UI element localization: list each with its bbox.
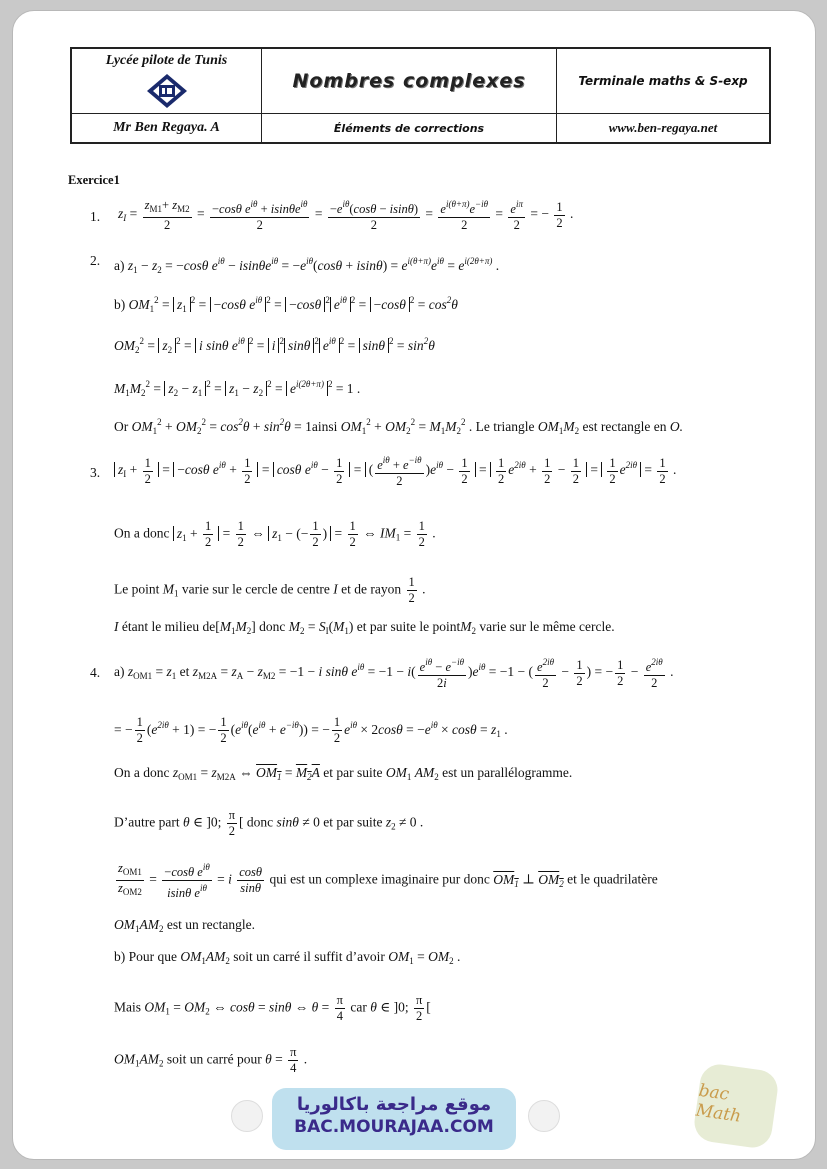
item-number-1: 1. bbox=[90, 209, 101, 224]
equation-2b-4: Or $OM_1^2 + OM_2^2 = \cos^2\theta + \sin^2\theta$ = 1ainsi $OM_1^2 + OM_2^2 = M_1M_2^2$ . Le triangle $OM_1M_2$ est rectangle en O. bbox=[114, 417, 683, 436]
bac-math-text: bac Math bbox=[694, 1080, 743, 1127]
equation-4b-3: $OM_1AM_2$ soit un carré pour θ = $\frac{\pi}{4}$ . bbox=[114, 1045, 308, 1075]
equation-2b-1: b) $OM_1^2 = z_1^2 = -\cos\theta$ $e^{i\theta}$ $^2$ = −cosθ $^2$ $e^{i\theta}$ $^2$ = −cosθ $^2 = \cos^2\theta$ bbox=[114, 295, 458, 314]
label-donc: donc bbox=[259, 619, 286, 634]
equation-2a: a) $z_1 - z_2 = -\cos\theta$ $e^{i\theta} - isin\theta e^{i\theta} = -e^{i\theta}(\cos\theta + isin\theta) = e^{i(\theta+\pi)}e^{i\theta} = e^{i(2\theta+\pi)}$ . bbox=[114, 256, 500, 275]
school-logo-icon bbox=[146, 73, 188, 109]
equation-1: $z_I$ = $\frac{z_{M1}+ z_{M2}}{2}$ = $\frac{-\cos\theta e^{i\theta} + isin\theta e^{i\theta}}{2}$ = $\frac{-e^{i\theta}(\cos\theta - isin\theta)}{2}$ = $\frac{e^{i(\theta+\pi)}e^{-i\theta}}{2}$ = $\frac{e^{i\pi}}{2}$ = − $\frac{1}{2}$ . bbox=[118, 197, 574, 232]
label-point-m1: Le point bbox=[114, 581, 160, 597]
level-label: Terminale maths & S-exp bbox=[557, 49, 769, 114]
school-cell bbox=[72, 49, 262, 114]
bac-math-badge bbox=[692, 1062, 780, 1150]
footer-url[interactable]: BAC.MOURAJAA.COM bbox=[294, 1117, 494, 1137]
label-parsuite2: et par suite bbox=[323, 814, 383, 830]
label-parallelo2: est un parallélogramme. bbox=[442, 765, 573, 780]
equation-4a-4: D’autre part θ ∈ ]0; $\frac{\pi}{2}$ [ donc sinθ ≠ 0 et par suite $z_2 \ne 0$ . bbox=[114, 808, 424, 838]
item-number-4: 4. bbox=[90, 665, 101, 680]
label-4a: a) bbox=[114, 664, 125, 680]
equation-4a-3: On a donc $z_{OM1} = z_{M2A}$ ⇔ $OM_1 = M_2A$ et par suite $OM_1$ $AM_2$ est un parallélogramme. bbox=[114, 765, 573, 782]
equation-2b-2: $OM_2^2 = z_2^2 = i$ sinθ $e^{i\theta}$ $^2$ = i $^2$ sinθ $^2$ $e^{i\theta}$ $^2$ = sinθ $^2 = \sin^2\theta$ bbox=[114, 336, 435, 355]
label-et-rayon: et de rayon bbox=[341, 581, 402, 597]
footer-banner[interactable] bbox=[272, 1088, 516, 1150]
label-ona2: On a donc bbox=[114, 765, 170, 780]
label-O: O. bbox=[669, 419, 683, 434]
label-parsuite: et par suite le point bbox=[356, 619, 461, 634]
label-quadri: et le quadrilatère bbox=[567, 871, 658, 887]
header-table bbox=[70, 47, 771, 144]
equation-4a-5: $\frac{z_{OM1}}{z_{OM2}}$ = $\frac{-\cos\theta e^{i\theta}}{isin\theta e^{i\theta}}$ = i $\frac{\cos\theta}{\sin\theta}$ qui est un complexe imaginaire pur donc $OM_1$ ⊥ $OM_2$ et le quadrilatère bbox=[118, 861, 658, 900]
exercise-title: Exercice1 bbox=[68, 173, 120, 187]
topic-title: Nombres complexes bbox=[262, 49, 557, 114]
equation-3d: I étant le milieu $de[M_1M_2]$ donc $M_2 = S_I(M_1)$ et par suite le pointM$_2$ varie sur le même cercle. bbox=[114, 619, 615, 636]
label-ainsi: ainsi bbox=[311, 419, 338, 434]
label-car: car bbox=[350, 999, 367, 1015]
label-rect: est un rectangle. bbox=[166, 917, 255, 932]
footer-right-logo-icon bbox=[528, 1100, 560, 1132]
label-meme: varie sur le même cercle. bbox=[479, 619, 615, 634]
label-parallelo: et par suite bbox=[323, 765, 383, 780]
equation-4a: a) $z_{OM1} = z_1$ et $z_{M2A} = z_A - z_{M2} = -1 - i$ sinθ $e^{i\theta} = -1 - i$( $\frac{e^{i\theta} - e^{-i\theta}}{2i}$ )$e^{i\theta} = -1$ − ( $\frac{e^{2i\theta}}{2}$ − $\frac{1}{2}$ ) = − $\frac{1}{2}$ − $\frac{e^{2i\theta}}{2}$ . bbox=[114, 657, 674, 690]
label-ona: On a donc bbox=[114, 525, 170, 541]
equation-2b-3: $M_1M_2^2 = z_2 - z_1^2 = z_1 - z_2^2 = e^{i(2\theta+\pi)}$ $^2$ = 1 . bbox=[114, 379, 361, 398]
equation-3b: On a donc $z_1$ + $\frac{1}{2}$ = $\frac{1}{2}$ ⇔ $z_1$ − (− $\frac{1}{2}$ ) = $\frac{1}{2}$ ⇔ $IM_1$ = $\frac{1}{2}$ . bbox=[114, 519, 436, 549]
website-link[interactable]: www.ben-regaya.net bbox=[608, 120, 718, 135]
label-4b: b) Pour que bbox=[114, 949, 177, 964]
label-et: et bbox=[179, 664, 190, 680]
label-dautre: D’autre part bbox=[114, 814, 180, 830]
label-or: Or bbox=[114, 419, 129, 434]
label-triangle: . Le triangle bbox=[468, 419, 535, 434]
label-etant: étant le milieu de bbox=[121, 619, 216, 634]
school-name: Lycée pilote de Tunis bbox=[105, 53, 228, 68]
label-imag: qui est un complexe imaginaire pur donc bbox=[269, 871, 490, 887]
equation-4b-1: b) Pour que $OM_1AM_2$ soit un carré il suffit d’avoir $OM_1 = OM_2$ . bbox=[114, 949, 461, 966]
label-mais: Mais bbox=[114, 999, 141, 1015]
equation-3: $z_I$ + $\frac{1}{2}$ = −cosθ $e^{i\theta}$ + $\frac{1}{2}$ = cosθ $e^{i\theta}$ − $\frac{1}{2}$ = ( $\frac{e^{i\theta} + e^{-i\theta}}{2}$ )$e^{i\theta}$ − $\frac{1}{2}$ = $\frac{1}{2}$ $e^{2i\theta}$ + $\frac{1}{2}$ − $\frac{1}{2}$ = $\frac{1}{2}$ $e^{2i\theta}$ = $\frac{1}{2}$ . bbox=[114, 453, 676, 489]
label-donc2: donc bbox=[246, 814, 274, 830]
label-rect-in: est rectangle en bbox=[582, 419, 667, 434]
equation-3c: Le point $M_1$ varie sur le cercle de centre I et de rayon $\frac{1}{2}$ . bbox=[114, 575, 426, 605]
teacher-name: Mr Ben Regaya. A bbox=[72, 114, 262, 142]
item-number-2: 2. bbox=[90, 253, 101, 268]
footer-arabic-text: موقع مراجعة باكالوريا bbox=[296, 1094, 492, 1115]
item-number-3: 3. bbox=[90, 465, 101, 480]
equation-4b-2: Mais $OM_1 = OM_2$ ⇔ cosθ = sinθ ⇔ θ = $\frac{\pi}{4}$ car θ ∈ ]0; $\frac{\pi}{2}$ [ bbox=[114, 993, 431, 1023]
label-carre: soit un carré il suffit d’avoir bbox=[233, 949, 385, 964]
equation-4a-6: $OM_1AM_2$ est un rectangle. bbox=[114, 917, 255, 934]
label-2b: b) bbox=[114, 297, 126, 312]
document-subtitle: Éléments de corrections bbox=[262, 114, 557, 142]
label-varie: varie sur le cercle de centre bbox=[181, 581, 330, 597]
label-carre2: soit un carré pour bbox=[166, 1051, 262, 1067]
equation-4a-2: = − $\frac{1}{2}$ $(e^{2i\theta} + 1)$ = − $\frac{1}{2}$ $(e^{i\theta}(e^{i\theta} + e^{-i\theta}))$ = − $\frac{1}{2}$ $e^{i\theta} \times 2\cos\theta = -e^{i\theta} \times \cos\theta = z_1$ . bbox=[114, 715, 508, 746]
footer-left-logo-icon bbox=[231, 1100, 263, 1132]
label-2a: a) bbox=[114, 258, 125, 273]
